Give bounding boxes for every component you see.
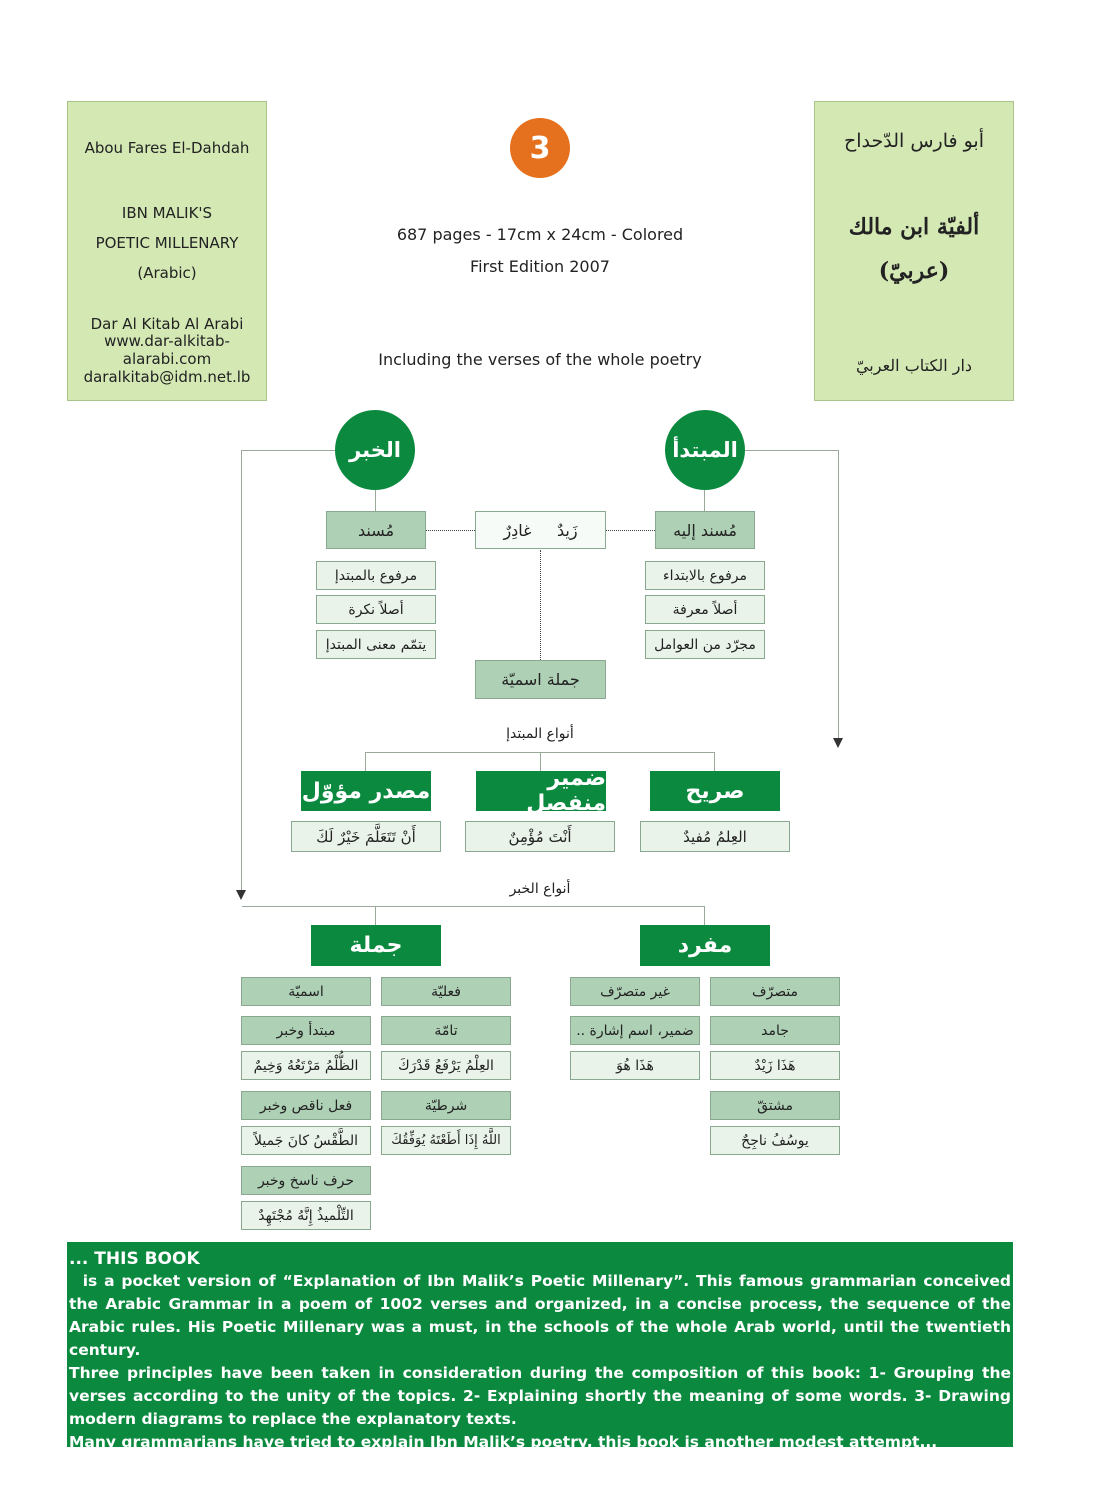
jumla-example: الطَّقْسُ كانَ جَميلاً [241, 1126, 371, 1155]
khabar-property: مرفوع بالمبتدإ [316, 561, 436, 590]
connector-line [242, 906, 705, 907]
mubtada-property: أصلاً معرفة [645, 595, 765, 624]
example-sentence-box: زَيدٌ غادِرٌ [475, 511, 606, 549]
connector-line [241, 450, 337, 451]
connector-line [704, 906, 705, 926]
jumla-example: الظُّلْمُ مَرْتَعُهُ وَخِيمٌ [241, 1051, 371, 1080]
book-title-line1: IBN MALIK'S [121, 204, 213, 222]
about-paragraph: is a pocket version of “Explanation of Ibn Malik’s Poetic Millenary”. This famous grammarian conceived the Arabic Grammar in a poem of 1002 verses and organized, in a concise process, the sequence of the Arabic rules. His Poetic Millenary was a must, in the schools of the whole Arab world, until the twentieth century. [69, 1272, 1017, 1359]
connector-line [714, 752, 715, 772]
musnad-ilayh-box: مُسند إليه [655, 511, 755, 549]
mufrad-example: هَذَا هُوَ [570, 1051, 700, 1080]
publisher-email: daralkitab@idm.net.lb [83, 368, 251, 386]
jumla-header: جملة [311, 925, 441, 966]
connector-line [375, 906, 376, 926]
mubtada-type-header: مصدر مؤوّل [301, 771, 431, 811]
publisher-website-1: www.dar-alkitab- [104, 332, 230, 350]
mubtada-type-header: صريح [650, 771, 780, 811]
jumla-example: اللَّهُ إِذَا أَطَعْتَهُ يُوَفِّقُكَ [381, 1126, 511, 1155]
jumla-subtype: حرف ناسخ وخبر [241, 1166, 371, 1195]
arrow-down-icon [833, 738, 843, 748]
connector-line [241, 450, 242, 890]
about-paragraph: Many grammarians have tried to explain Ibn Malik’s poetry, this book is another modest attempt... [69, 1433, 938, 1451]
about-book-panel [67, 1242, 1017, 1451]
book-including-note: Including the verses of the whole poetry [378, 350, 702, 369]
jumla-subtype: شرطيّة [381, 1091, 511, 1120]
jumla-subtype: تامّة [381, 1016, 511, 1045]
about-paragraph: Three principles have been taken in consideration during the composition of this book: 1- Grouping the verses according to the unity of the topics. 2- Explaining shortly the meaning of some words. 3- Drawing modern diagrams to replace the explanatory texts. [69, 1364, 1011, 1428]
mufrad-example: يوسُفُ ناجِحٌ [710, 1126, 840, 1155]
about-title: ... THIS BOOK [69, 1249, 200, 1269]
connector-line [704, 488, 705, 512]
arabic-publisher-name: دار الكتاب العربيّ [855, 356, 973, 375]
left-cover-panel [67, 101, 267, 401]
khabar-types-label: أنواع الخبر [509, 881, 571, 897]
right-cover-panel [814, 101, 1014, 401]
publisher-website-2: alarabi.com [122, 350, 212, 368]
khabar-property: يتمّم معنى المبتدإ [316, 630, 436, 659]
mubtada-property: مجرّد من العوامل [645, 630, 765, 659]
jumla-ismiyya-box: جملة اسميّة [475, 660, 606, 699]
mufrad-header: مفرد [640, 925, 770, 966]
mubtada-property: مرفوع بالابتداء [645, 561, 765, 590]
arabic-author-name: أبو فارس الدّحداح [843, 130, 984, 152]
connector-line [838, 450, 839, 738]
khabar-circle: الخبر [335, 410, 415, 490]
publisher-name: Dar Al Kitab Al Arabi [90, 315, 244, 333]
jumla-example: التِّلْميذُ إِنَّهُ مُجْتَهِدٌ [241, 1201, 371, 1230]
book-number-badge: 3 [510, 118, 570, 178]
musnad-box: مُسند [326, 511, 426, 549]
mubtada-type-example: أَنْتَ مُؤْمِنٌ [465, 821, 615, 852]
jumla-ismiyya-col-head: اسميّة [241, 977, 371, 1006]
dotted-connector [426, 530, 475, 531]
dotted-connector [606, 530, 655, 531]
mufrad-subtype: مشتقّ [710, 1091, 840, 1120]
book-edition: First Edition 2007 [470, 257, 610, 276]
mubtada-type-example: العِلمُ مُفيدٌ [640, 821, 790, 852]
jumla-filiyya-col-head: فعليّة [381, 977, 511, 1006]
mubtada-circle: المبتدأ [665, 410, 745, 490]
mubtada-type-header: ضمير منفصل [476, 771, 606, 811]
mubtada-types-label: أنواع المبتدإ [506, 726, 574, 742]
connector-line [365, 752, 366, 772]
mufrad-mutasarrif-col-head: متصرّف [710, 977, 840, 1006]
dotted-connector [540, 550, 541, 660]
arabic-book-language: (عربيّ) [878, 258, 950, 284]
mufrad-ghayr-col-head: غير متصرّف [570, 977, 700, 1006]
book-title-line2: POETIC MILLENARY [95, 234, 239, 252]
jumla-subtype: فعل ناقص وخبر [241, 1091, 371, 1120]
connector-line [744, 450, 839, 451]
book-language: (Arabic) [137, 264, 197, 282]
arabic-book-title: ألفيّة ابن مالك [848, 214, 980, 240]
author-name: Abou Fares El-Dahdah [84, 139, 250, 157]
mufrad-subtype: جامد [710, 1016, 840, 1045]
connector-line [375, 488, 376, 512]
jumla-example: العِلْمُ يَرْفَعُ قَدْرَكَ [381, 1051, 511, 1080]
mufrad-subtype: ضمير، اسم إشارة .. [570, 1016, 700, 1045]
mufrad-example: هَذَا زَيْدٌ [710, 1051, 840, 1080]
mubtada-type-example: أَنْ تَتَعَلَّمَ خَيْرٌ لَكَ [291, 821, 441, 852]
arrow-down-icon [236, 890, 246, 900]
book-specs: 687 pages - 17cm x 24cm - Colored [396, 225, 684, 244]
khabar-property: أصلاً نكرة [316, 595, 436, 624]
jumla-subtype: مبتدأ وخبر [241, 1016, 371, 1045]
